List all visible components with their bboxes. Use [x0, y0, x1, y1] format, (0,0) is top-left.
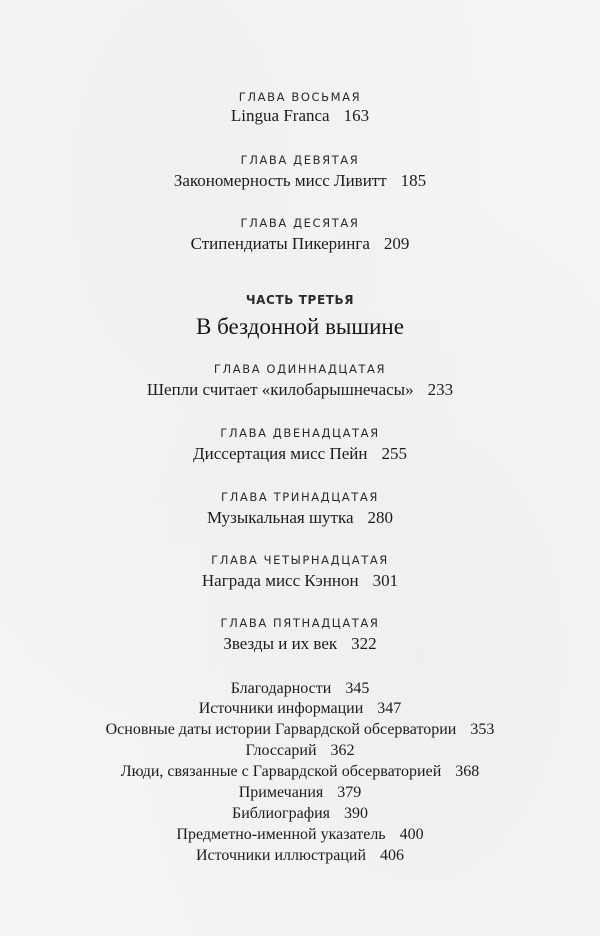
page-number: 345 [345, 680, 370, 697]
page-number: 353 [470, 721, 495, 738]
page-number: 209 [383, 234, 410, 253]
toc-entry[interactable] [0, 234, 600, 254]
back-matter-entry[interactable] [0, 825, 600, 845]
toc-entry[interactable] [0, 380, 600, 400]
chapter-label: ГЛАВА ДВЕНАДЦАТАЯ [220, 426, 380, 440]
chapter-title: Lingua Franca [230, 106, 330, 125]
toc-entry[interactable] [0, 444, 600, 464]
chapter-title: Звезды и их век [223, 634, 338, 653]
page-number: 301 [372, 571, 399, 590]
back-matter-entry[interactable] [0, 762, 600, 782]
page-number: 233 [427, 380, 454, 399]
chapter-label: ГЛАВА ДЕВЯТАЯ [240, 153, 360, 167]
part-label: ЧАСТЬ ТРЕТЬЯ [245, 293, 355, 307]
chapter-title: Награда мисс Кэннон [201, 571, 359, 590]
chapter-title: Музыкальная шутка [206, 508, 354, 527]
chapter-label: ГЛАВА ОДИННАДЦАТАЯ [213, 362, 387, 376]
chapter-label: ГЛАВА ВОСЬМАЯ [238, 90, 362, 104]
chapter-label: ГЛАВА ДЕСЯТАЯ [240, 216, 360, 230]
page-number: 400 [399, 826, 424, 843]
back-matter-title: Глоссарий [245, 742, 317, 759]
back-matter-entry[interactable] [0, 699, 600, 719]
page-number: 390 [344, 805, 368, 822]
toc-entry[interactable] [0, 106, 600, 126]
chapter-label: ГЛАВА ТРИНАДЦАТАЯ [221, 490, 379, 504]
part-title: В бездонной вышине [196, 314, 404, 339]
page-number: 368 [455, 763, 480, 780]
chapter-label: ГЛАВА ПЯТНАДЦАТАЯ [220, 616, 380, 630]
page-number: 362 [330, 742, 355, 759]
toc-entry[interactable] [0, 634, 600, 654]
back-matter-title: Библиография [232, 805, 330, 822]
back-matter-title: Основные даты истории Гарвардской обсерватории [105, 721, 457, 738]
back-matter-title: Люди, связанные с Гарвардской обсерваторией [120, 763, 442, 780]
back-matter-entry[interactable] [0, 720, 600, 740]
back-matter-title: Благодарности [230, 680, 332, 697]
back-matter-title: Источники информации [198, 700, 364, 717]
chapter-title: Закономерность мисс Ливитт [173, 171, 387, 190]
back-matter-title: Предметно-именной указатель [176, 826, 386, 843]
page-number: 379 [337, 784, 362, 801]
back-matter-entry[interactable] [0, 846, 600, 866]
chapter-title: Стипендиаты Пикеринга [190, 234, 370, 253]
chapter-label: ГЛАВА ЧЕТЫРНАДЦАТАЯ [211, 553, 389, 567]
page-number: 255 [381, 444, 407, 463]
page-number: 163 [343, 106, 370, 125]
back-matter-entry[interactable] [0, 679, 600, 699]
back-matter-title: Источники иллюстраций [195, 847, 367, 864]
page-number: 280 [367, 508, 394, 527]
toc-entry[interactable] [0, 571, 600, 591]
chapter-title: Шепли считает «килобарышнечасы» [146, 380, 414, 399]
back-matter-title: Примечания [238, 784, 324, 801]
page-number: 347 [377, 700, 402, 717]
page-number: 406 [380, 847, 405, 864]
page-number: 322 [351, 634, 377, 653]
chapter-title: Диссертация мисс Пейн [193, 444, 368, 463]
page-number: 185 [400, 171, 427, 190]
toc-entry[interactable] [0, 508, 600, 528]
back-matter-entry[interactable] [0, 804, 600, 824]
back-matter-entry[interactable] [0, 741, 600, 761]
back-matter-entry[interactable] [0, 783, 600, 803]
toc-entry[interactable] [0, 171, 600, 191]
